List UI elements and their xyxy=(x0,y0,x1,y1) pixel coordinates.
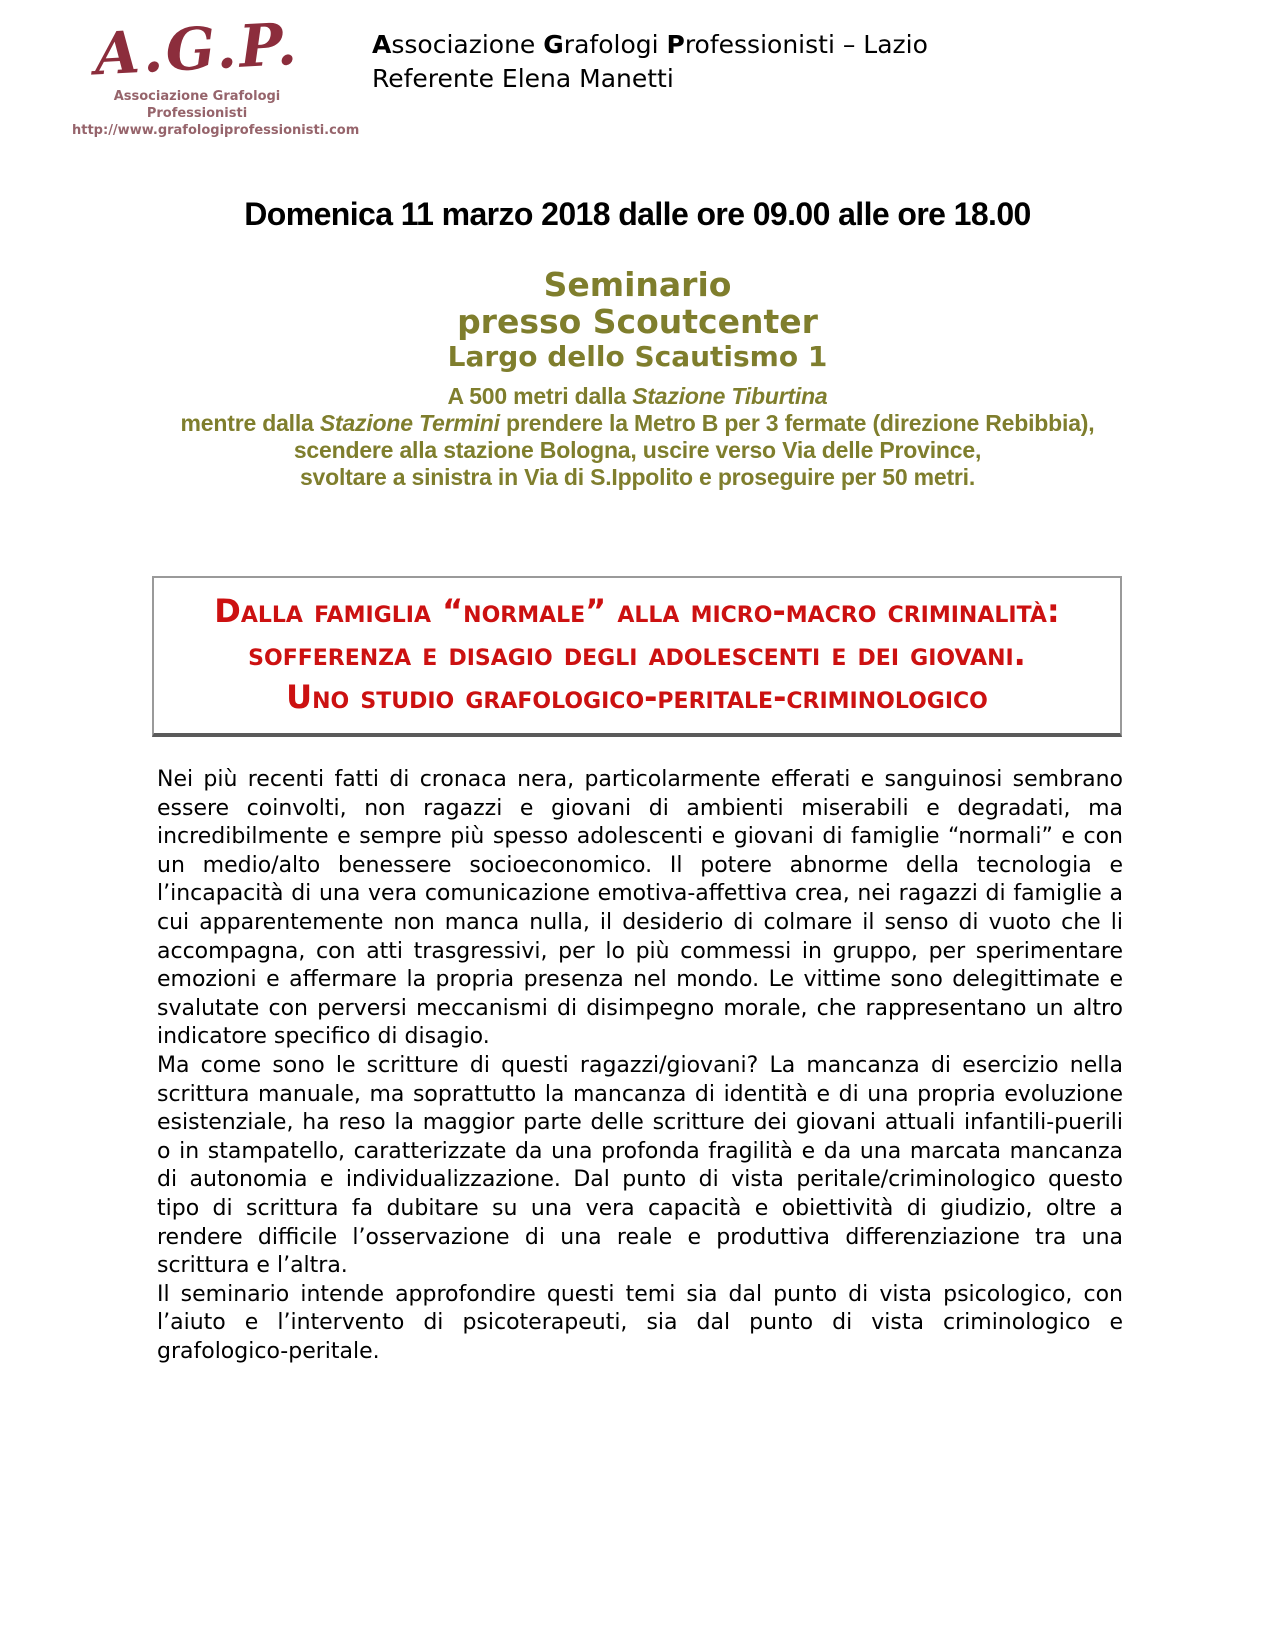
body-paragraph-3: Il seminario intende approfondire questi temi sia dal punto di vista psicologico, con l’aiuto e l’intervento di psicoterapeuti, sia dal punto di vista criminologico e grafologico-peritale. xyxy=(157,1281,1123,1364)
referent-line: Referente Elena Manetti xyxy=(372,64,674,93)
seminar-title-line-1: Dalla famiglia “normale” alla micro-macro criminalità: xyxy=(214,592,1060,630)
org-initial-a: A xyxy=(372,30,392,59)
directions-line-1-station: Stazione Tiburtina xyxy=(632,383,828,409)
org-initial-g: G xyxy=(543,30,564,59)
seminar-description xyxy=(157,766,1123,1366)
agp-logo-acronym: A.G.P. xyxy=(92,9,302,89)
org-initial-p: P xyxy=(666,30,685,59)
body-paragraph-2: Ma come sono le scritture di questi ragazzi/giovani? La mancanza di esercizio nella scrittura manuale, ma soprattutto la mancanza di identità e di una propria evoluzione esistenziale, ha reso la maggior parte delle scritture dei giovani attuali infantili-puerili o in stampatello, caratterizzate da una profonda fragilità e da una marcata mancanza di autonomia e individualizzazione. Dal punto di vista peritale/criminologico questo tipo di scrittura fa dubitare su una vera capacità e obiettività di giudizio, oltre a rendere difficile l’osservazione di una reale e produttiva differenziazione tra una scrittura e l’altra. xyxy=(157,1052,1123,1279)
directions-line-2-text: mentre dalla xyxy=(180,410,320,436)
venue-heading xyxy=(0,266,1275,373)
seminar-title-box xyxy=(152,576,1122,737)
seminar-title-line-3: Uno studio grafologico-peritale-criminologico xyxy=(286,678,988,716)
agp-logo-subtitle-name: Associazione Grafologi Professionisti xyxy=(113,89,281,121)
agp-logo-subtitle-url: http://www.grafologiprofessionisti.com xyxy=(72,123,360,138)
directions-line-1-text: A 500 metri dalla xyxy=(447,383,633,409)
organization-name-line xyxy=(372,28,928,62)
venue-line-seminario: Seminario xyxy=(543,265,732,304)
body-paragraph-1: Nei più recenti fatti di cronaca nera, particolarmente efferati e sanguinosi sembrano essere coinvolti, non ragazzi e giovani di ambienti miserabili e degradati, ma incredibilmente e sempre più spesso adolescenti e giovani di famiglie “normali” e con un medio/alto benessere socioeconomico. Il potere abnorme della tecnologia e l’incapacità di una vera comunicazione emotiva-affettiva crea, nei ragazzi di famiglie a cui apparentemente non manca nulla, il desiderio di colmare il senso di vuoto che li accompagna, con atti trasgressivi, per lo più commessi in gruppo, per sperimentare emozioni e affermare la propria presenza nel mondo. Le vittime sono delegittimate e svalutate con perversi meccanismi di disimpegno morale, che rappresentano un altro indicatore specifico di disagio. xyxy=(157,767,1123,1050)
event-date-heading: Domenica 11 marzo 2018 dalle ore 09.00 alle ore 18.00 xyxy=(244,196,1031,232)
org-text-g: rafologi xyxy=(563,30,667,59)
seminar-title-line-2: sofferenza e disagio degli adolescenti e dei giovani. xyxy=(248,635,1026,673)
org-text-p: rofessionisti – Lazio xyxy=(684,30,928,59)
directions-line-4: svoltare a sinistra in Via di S.Ippolito e proseguire per 50 metri. xyxy=(299,464,976,490)
venue-line-location: presso Scoutcenter xyxy=(457,302,818,341)
page-header xyxy=(72,9,1215,139)
venue-line-address: Largo dello Scautismo 1 xyxy=(447,340,828,373)
org-text-a: ssociazione xyxy=(391,30,544,59)
directions-block xyxy=(0,383,1275,491)
agp-logo-subtitle xyxy=(72,88,360,139)
directions-line-2-rest: prendere la Metro B per 3 fermate (direzione Rebibbia), xyxy=(499,410,1095,436)
directions-line-2-station: Stazione Termini xyxy=(319,410,500,436)
directions-line-1 xyxy=(0,383,1275,410)
organization-block xyxy=(372,18,928,139)
directions-line-2 xyxy=(0,410,1275,437)
directions-line-3: scendere alla stazione Bologna, uscire verso Via delle Province, xyxy=(293,437,982,463)
agp-logo xyxy=(72,9,360,139)
